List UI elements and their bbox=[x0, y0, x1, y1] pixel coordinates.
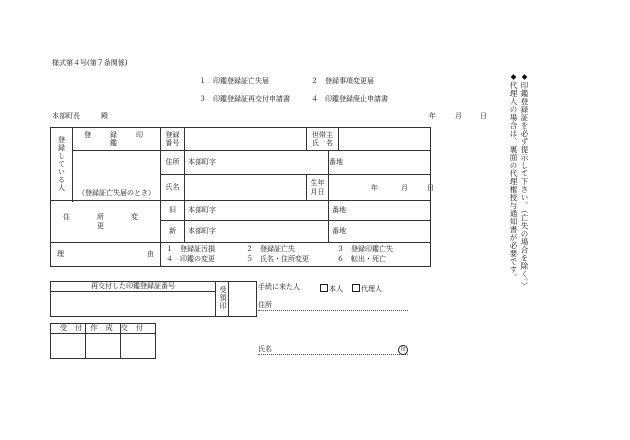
agent-label: 代理人 bbox=[361, 285, 382, 293]
name-field[interactable] bbox=[185, 175, 307, 201]
option-1: １ 印鑑登録証亡失届 bbox=[199, 77, 269, 85]
header-year: 年 bbox=[429, 112, 436, 120]
notes-vertical bbox=[508, 72, 530, 402]
birth-month: 月 bbox=[401, 184, 408, 192]
reason-item-2[interactable]: ２ 登録証亡失 bbox=[246, 245, 295, 253]
name-label: 氏名 bbox=[161, 175, 185, 201]
main-form-table bbox=[50, 127, 434, 267]
note-2: ◆代理人の場合は、裏面の代理権授与通知書が必要です。 bbox=[509, 72, 518, 282]
header-day: 日 bbox=[480, 112, 487, 120]
address-suffix: 番地 bbox=[329, 158, 343, 167]
address-change-label: 住 所 変 更 bbox=[51, 201, 161, 243]
new-address-suffix-cell bbox=[329, 221, 431, 243]
reg-no-label: 登録番号 bbox=[161, 128, 185, 151]
self-label: 本人 bbox=[329, 285, 343, 293]
option-3: ３ 印鑑登録証再交付申請書 bbox=[199, 95, 290, 103]
old-address-suffix: 番地 bbox=[332, 206, 346, 215]
receipt-processing-box[interactable] bbox=[50, 323, 156, 359]
old-address-field[interactable] bbox=[185, 201, 329, 221]
reissue-number-header: 再交付した印鑑登録証番号 bbox=[51, 282, 215, 292]
address-suffix-cell bbox=[329, 151, 431, 175]
reason-item-4[interactable]: ４ 印鑑の変更 bbox=[166, 255, 215, 263]
addressee: 本部町長 殿 bbox=[52, 112, 108, 120]
procedure-name-line[interactable] bbox=[258, 354, 408, 355]
receipt-seal-box[interactable] bbox=[214, 281, 257, 317]
old-address-suffix-cell bbox=[329, 201, 431, 221]
procedure-agent[interactable] bbox=[352, 284, 382, 293]
self-checkbox[interactable] bbox=[320, 284, 328, 292]
reason-label bbox=[51, 243, 161, 267]
reissue-number-box[interactable] bbox=[50, 281, 216, 317]
address-field[interactable] bbox=[185, 151, 329, 175]
reason-options[interactable] bbox=[161, 243, 431, 267]
receipt-processing-header: 受 付 作 成 交 付 bbox=[51, 324, 155, 334]
procedure-label: 手続に来た人 bbox=[258, 283, 300, 291]
birth-label: 生年月日 bbox=[307, 175, 329, 201]
registered-person-label: 登録している人 bbox=[51, 128, 73, 201]
seal-mark-icon: 印 bbox=[398, 345, 408, 355]
agent-checkbox[interactable] bbox=[352, 284, 360, 292]
householder-field[interactable] bbox=[339, 128, 431, 151]
procedure-address-line[interactable] bbox=[258, 310, 408, 311]
seal-note: （登録証亡失届のとき） bbox=[78, 188, 155, 197]
procedure-name-label: 氏名 bbox=[258, 345, 272, 353]
new-address-field[interactable] bbox=[185, 221, 329, 243]
old-address-prefix: 本部町字 bbox=[188, 206, 216, 215]
address-label: 住所 bbox=[161, 151, 185, 175]
birth-year: 年 bbox=[371, 184, 378, 192]
birth-field[interactable] bbox=[329, 175, 434, 201]
old-address-label: 旧 bbox=[161, 201, 185, 221]
reason-label-text: 理 由 bbox=[57, 250, 154, 259]
householder-label: 世帯主氏 名 bbox=[307, 128, 339, 151]
reg-no-field[interactable] bbox=[185, 128, 307, 151]
header-month: 月 bbox=[455, 112, 462, 120]
option-4: ４ 印鑑登録廃止申請書 bbox=[311, 95, 388, 103]
reason-item-1[interactable]: １ 登録証汚損 bbox=[166, 245, 215, 253]
birth-day: 日 bbox=[427, 184, 434, 192]
address-prefix: 本部町字 bbox=[188, 158, 216, 167]
new-address-suffix: 番地 bbox=[332, 227, 346, 236]
procedure-address-label: 住所 bbox=[258, 301, 272, 309]
registered-seal-header: 登 録 印 鑑 bbox=[73, 128, 161, 151]
note-1: ◆印鑑登録証を必ず提示して下さい。（亡失の場合を除く。） bbox=[520, 72, 529, 290]
seal-impression-box[interactable] bbox=[73, 151, 161, 201]
new-address-prefix: 本部町字 bbox=[188, 227, 216, 236]
reason-item-6[interactable]: ６ 転出・死亡 bbox=[337, 255, 386, 263]
new-address-label: 新 bbox=[161, 221, 185, 243]
option-2: ２ 登録事項変更届 bbox=[311, 77, 374, 85]
procedure-self[interactable] bbox=[320, 284, 343, 293]
reason-item-3[interactable]: ３ 登録印鑑亡失 bbox=[337, 245, 393, 253]
reason-item-5[interactable]: ５ 氏名・住所変更 bbox=[246, 255, 309, 263]
receipt-seal-label: 受領印 bbox=[219, 286, 227, 310]
form-number: 様式第４号(第７条関係) bbox=[52, 59, 128, 67]
